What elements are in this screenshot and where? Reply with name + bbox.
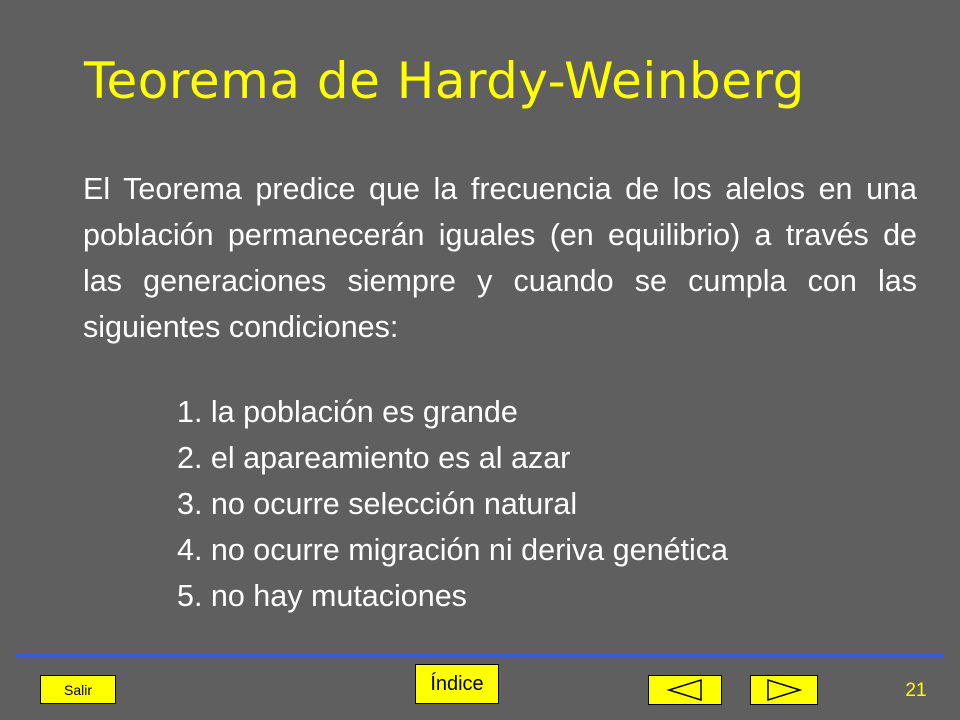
conditions-list (177, 389, 728, 619)
body-paragraph: El Teorema predice que la frecuencia de los alelos en una población permanecerán iguales (en equilibrio) a través de las generaciones siempre y cuando se cumpla con las siguientes condiciones: (83, 172, 917, 344)
exit-button[interactable] (40, 675, 116, 704)
next-slide-button[interactable] (750, 675, 818, 705)
condition-item: 3. no ocurre selección natural (177, 487, 578, 521)
condition-item: 1. la población es grande (177, 395, 518, 429)
previous-slide-button[interactable] (648, 675, 722, 705)
condition-item: 5. no hay mutaciones (177, 579, 467, 613)
slide-title: Teorema de Hardy-Weinberg (84, 52, 805, 110)
index-button[interactable] (415, 664, 499, 704)
triangle-right-icon (764, 678, 804, 702)
footer-divider (16, 653, 944, 657)
index-button-label: Índice (430, 672, 484, 695)
condition-item: 2. el apareamiento es al azar (177, 441, 571, 475)
condition-item: 4. no ocurre migración ni deriva genética (177, 533, 728, 567)
page-number: 21 (905, 680, 927, 701)
exit-button-label: Salir (63, 681, 92, 698)
triangle-left-icon (665, 678, 705, 702)
